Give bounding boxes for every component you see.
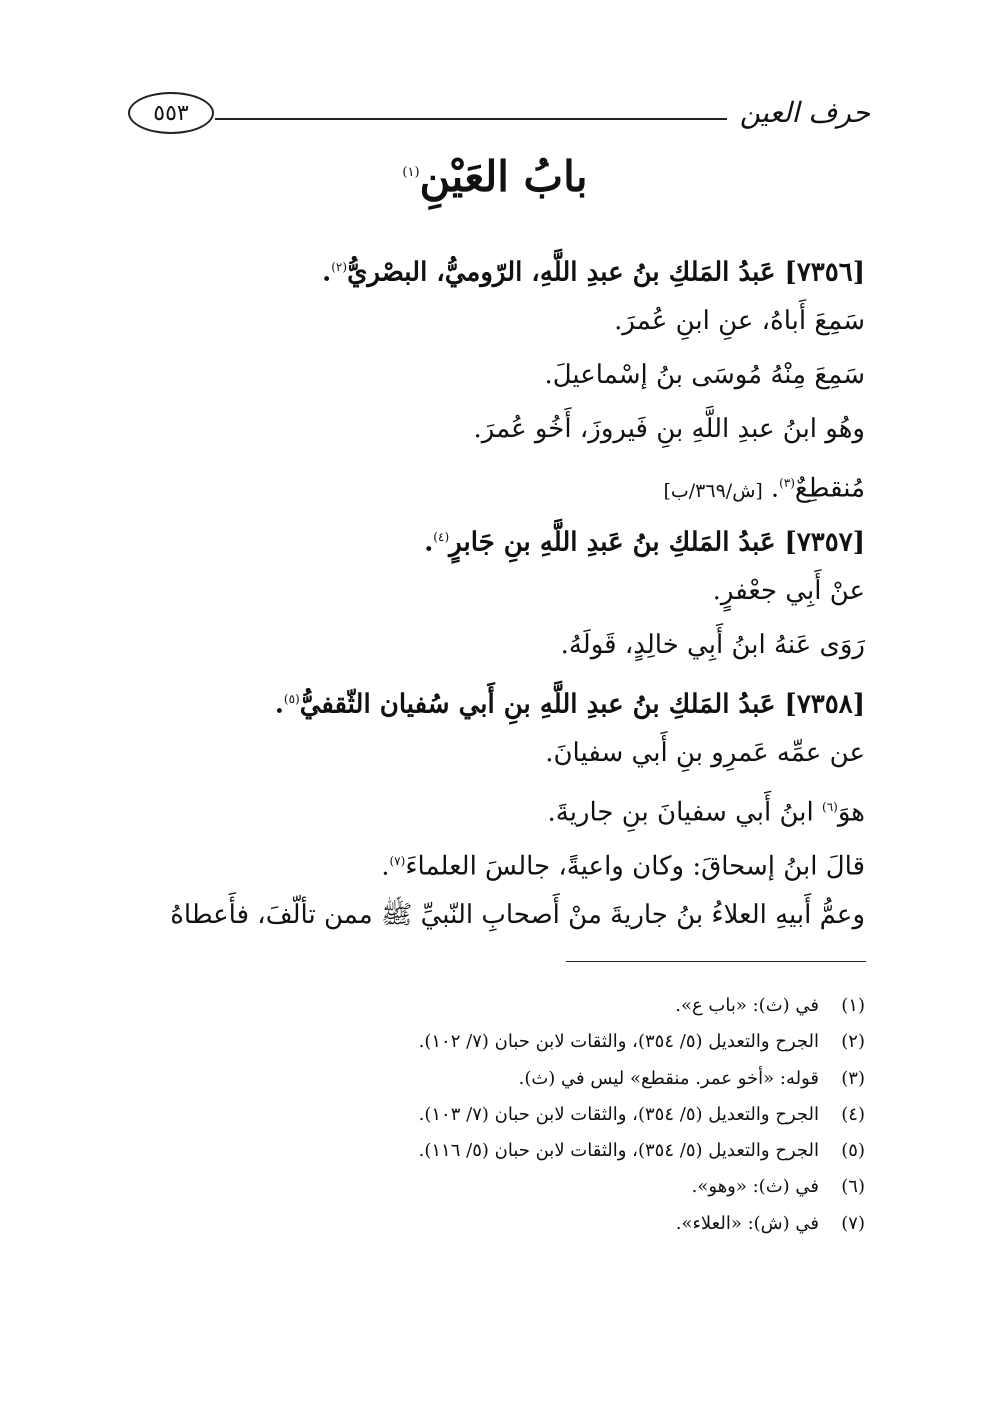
text-line: [135, 348, 865, 402]
line-text: [٧٣٥٨] عَبدُ المَلكِ بنُ عبدِ اللَّهِ بنِ أَبي سُفيان الثّقفيُّ: [299, 689, 865, 720]
line-tail: .: [770, 473, 780, 504]
footnote-text: في (ث): «وهو».: [691, 1176, 819, 1198]
line-text: [٧٣٥٧] عَبدُ المَلكِ بنُ عَبدِ اللَّهِ بنِ جَابرٍ: [449, 527, 865, 558]
page-number-badge: [128, 92, 214, 134]
text-line: [135, 726, 865, 780]
footnote: [135, 1206, 865, 1242]
text-line: [135, 510, 865, 564]
main-text: [135, 240, 865, 942]
footnote-marker: (٤): [433, 530, 450, 544]
footnote-number: (١): [841, 995, 865, 1016]
line-text: [٧٣٥٦] عَبدُ المَلكِ بنُ عبدِ اللَّهِ، الرّوميُّ، البصْريُّ: [347, 257, 865, 288]
line-text: عن عمِّه عَمرِو بنِ أَبي سفيانَ.: [545, 738, 865, 768]
footnote-text: الجرح والتعديل (٥/ ٣٥٤)، والثقات لابن حبان (٥/ ١١٦).: [418, 1140, 819, 1162]
line-tail: .: [424, 527, 434, 558]
footnote: [135, 1097, 865, 1133]
footnote-text: الجرح والتعديل (٥/ ٣٥٤)، والثقات لابن حبان (٧/ ١٠٣).: [418, 1103, 819, 1125]
line-tail: .: [381, 851, 390, 882]
text-line: [135, 240, 865, 294]
running-title: حرف العين: [739, 96, 870, 129]
footnote-number: (٥): [841, 1140, 865, 1162]
footnote-number: (٧): [841, 1212, 865, 1234]
line-tail: .: [274, 689, 284, 720]
line-text: هوَ: [837, 797, 865, 828]
footnote-marker: (٥): [283, 692, 300, 706]
footnote-text: في (ث): «باب ع».: [675, 995, 819, 1016]
footnotes: [135, 988, 865, 1242]
footnote-number: (٣): [841, 1067, 865, 1089]
text-line: [135, 456, 865, 510]
text-line: [135, 564, 865, 618]
footnote-marker: (٦): [822, 800, 838, 814]
text-line: [135, 618, 865, 672]
text-line: [135, 888, 865, 942]
footnote-text: الجرح والتعديل (٥/ ٣٥٤)، والثقات لابن حبان (٧/ ١٠٢).: [418, 1031, 819, 1053]
line-tail: .: [322, 257, 332, 288]
manuscript-ref: [ش/٣٦٩/ب]: [663, 479, 763, 502]
line-text: قالَ ابنُ إسحاقَ: وكان واعيةً، جالسَ العلماءَ: [405, 851, 865, 882]
text-line: [135, 780, 865, 834]
footnote: [135, 1169, 865, 1205]
line-text: رَوَى عَنهُ ابنُ أَبِي خالِدٍ، قَولَهُ.: [560, 630, 865, 660]
chapter-title-note: (١): [402, 165, 420, 180]
footnote-number: (٢): [841, 1031, 865, 1053]
footnote-marker: (٢): [331, 260, 348, 274]
text-line: [135, 672, 865, 726]
line-text: سَمِعَ أَباهُ، عنِ ابنِ عُمرَ.: [614, 306, 865, 336]
chapter-title: [380, 152, 610, 201]
footnote-number: (٤): [841, 1103, 865, 1125]
footnote-marker: (٣): [779, 476, 795, 490]
footnote: [135, 1133, 865, 1169]
line-text: وهُو ابنُ عبدِ اللَّهِ بنِ فَيروزَ، أَخُو عُمرَ.: [473, 414, 865, 444]
line-text: عنْ أَبِي جعْفرٍ.: [712, 576, 865, 606]
page-number: ٥٥٣: [153, 100, 189, 126]
footnote-marker: (٧): [389, 854, 406, 868]
footnote: [135, 988, 865, 1024]
text-line: [135, 402, 865, 456]
line-text: وعمُّ أَبيهِ العلاءُ بنُ جاريةَ منْ أَصحابِ النّبيِّ ﷺ ممن تألّفَ، فأَعطاهُ: [170, 900, 865, 930]
footnote-separator: [566, 961, 866, 962]
footnote: [135, 1061, 865, 1097]
line-tail: ابنُ أَبي سفيانَ بنِ جاريةَ.: [547, 797, 823, 828]
line-text: مُنقطِعٌ: [794, 473, 865, 504]
text-line: [135, 294, 865, 348]
footnote-text: في (ش): «العلاء».: [675, 1212, 819, 1234]
header-rule: [215, 118, 727, 120]
text-line: [135, 834, 865, 888]
line-text: سَمِعَ مِنْهُ مُوسَى بنُ إسْماعيلَ.: [544, 360, 865, 390]
footnote: [135, 1024, 865, 1060]
chapter-title-text: بابُ العَيْنِ: [419, 152, 588, 201]
footnote-text: قوله: «أخو عمر. منقطع» ليس في (ث).: [518, 1067, 819, 1089]
footnote-number: (٦): [841, 1176, 865, 1198]
